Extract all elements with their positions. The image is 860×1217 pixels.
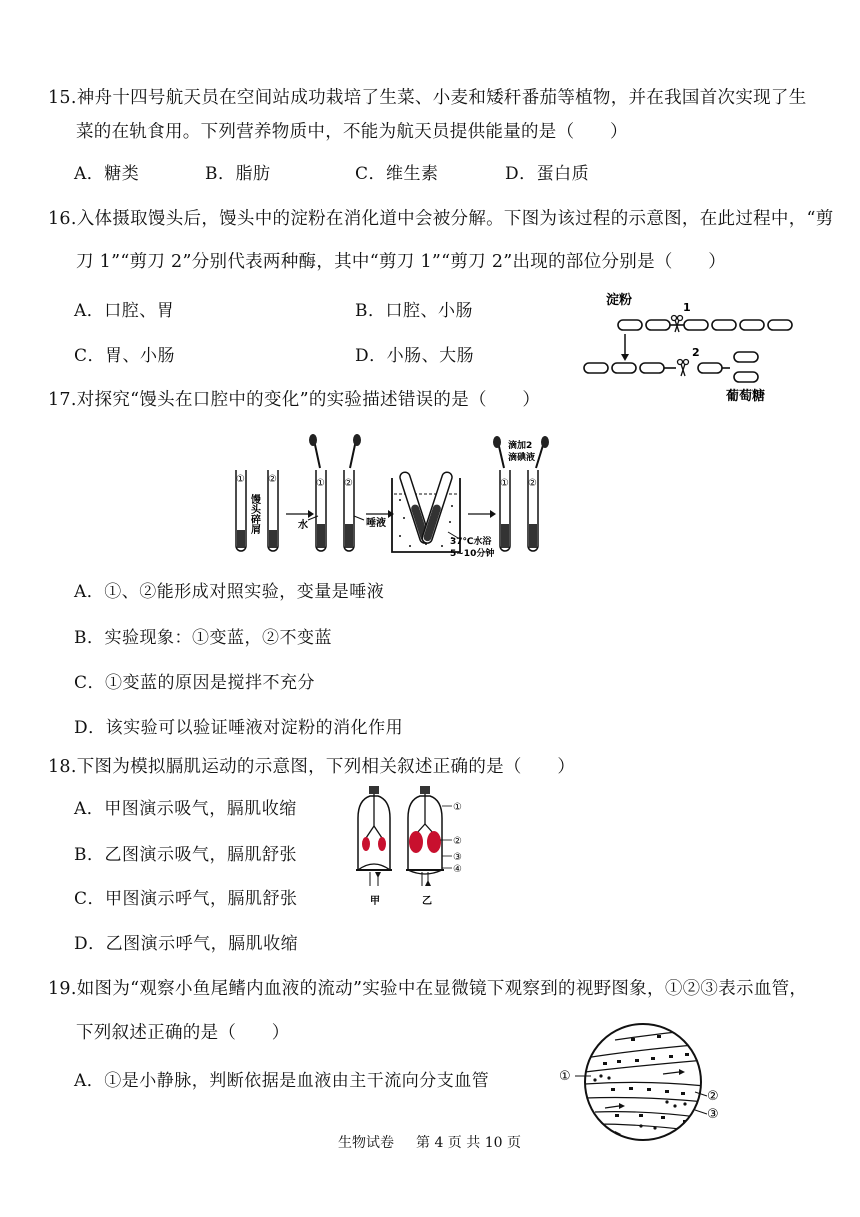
q17-option-b: B．实验现象：①变蓝，②不变蓝: [74, 628, 332, 648]
saliva-experiment-diagram: [228, 434, 558, 564]
q18-stem-line1: 18.下图为模拟膈肌运动的示意图，下列相关叙述正确的是（ ）: [48, 757, 576, 777]
q15-option-c: C．维生素: [355, 164, 439, 184]
tube-1-label-c: ①: [500, 478, 509, 489]
q18-option-c: C．甲图演示呼气，膈肌舒张: [74, 889, 298, 909]
footer-page-number: 第 4 页 共 10 页: [416, 1135, 521, 1151]
part-4-label: ④: [453, 864, 462, 875]
q17-stem-line1: 17.对探究“馒头在口腔中的变化”的实验描述错误的是（ ）: [48, 390, 541, 410]
yi-label: 乙: [422, 896, 432, 907]
q16-stem-line2: 刀 1”“剪刀 2”分别代表两种酶，其中“剪刀 1”“剪刀 2”出现的部位分别是（ ）: [76, 252, 727, 272]
footer-subject: 生物试卷: [338, 1135, 394, 1151]
q15-stem-line1: 15.神舟十四号航天员在空间站成功栽培了生菜、小麦和矮秆番茄等植物，并在我国首次实现了生: [48, 88, 807, 108]
scissors-1-icon: [672, 316, 683, 333]
tube-1-label-b: ①: [316, 478, 325, 489]
q16-option-a: A．口腔、胃: [74, 301, 175, 321]
q15-stem-line2: 菜的在轨食用。下列营养物质中，不能为航天员提供能量的是（ ）: [76, 122, 628, 142]
bell-jar-jia: [356, 786, 392, 886]
tube-2-label-c: ②: [528, 478, 537, 489]
q16-option-c: C．胃、小肠: [74, 346, 176, 366]
tube-1-label: ①: [236, 474, 245, 485]
scissors-2-icon: [678, 360, 689, 377]
q19-stem-line2: 下列叙述正确的是（ ）: [76, 1023, 290, 1043]
water-label: 水: [298, 520, 308, 531]
iodine-label-2: 滴碘液: [508, 453, 536, 463]
part-1-label: ①: [453, 802, 462, 813]
q19-stem-line1: 19.如图为“观察小鱼尾鳍内血液的流动”实验中在显微镜下观察到的视野图象，①②③表示血管，: [48, 979, 808, 999]
mantou-label: 馒头碎屑: [248, 494, 260, 534]
q15-option-a: A．糖类: [74, 164, 140, 184]
q15-option-b: B．脂肪: [205, 164, 271, 184]
q16-option-d: D．小肠、大肠: [355, 346, 475, 366]
q18-option-b: B．乙图演示吸气，膈肌舒张: [74, 845, 297, 865]
water-bath-label: 37℃水浴: [450, 537, 492, 547]
tube-2-label-b: ②: [344, 478, 353, 489]
fish-tail-microscope-diagram: [555, 1010, 725, 1148]
q18-option-a: A．甲图演示吸气，膈肌收缩: [74, 799, 297, 819]
vessel-1-label: ①: [559, 1069, 571, 1084]
q18-option-d: D．乙图演示呼气，膈肌收缩: [74, 934, 299, 954]
q17-option-c: C．①变蓝的原因是搅拌不充分: [74, 673, 316, 693]
bell-jar-yi: [406, 786, 444, 886]
jia-label: 甲: [370, 896, 380, 907]
glucose-label: 葡萄糖: [726, 389, 766, 404]
water-bath-time-label: 5~10分钟: [450, 549, 495, 559]
q16-option-b: B．口腔、小肠: [355, 301, 473, 321]
q19-option-a: A．①是小静脉，判断依据是血液由主干流向分支血管: [74, 1071, 490, 1091]
part-2-label: ②: [453, 836, 462, 847]
vessel-2-label: ②: [707, 1089, 719, 1104]
diaphragm-model-diagram: [352, 784, 472, 914]
scissor-2-label: 2: [692, 346, 700, 359]
tube-2-label: ②: [268, 474, 277, 485]
q17-option-d: D．该实验可以验证唾液对淀粉的消化作用: [74, 718, 404, 738]
vessel-3-label: ③: [707, 1107, 719, 1122]
iodine-label: 滴加2: [508, 441, 533, 451]
starch-label: 淀粉: [606, 293, 633, 308]
part-3-label: ③: [453, 852, 462, 863]
q17-option-a: A．①、②能形成对照实验，变量是唾液: [74, 582, 385, 602]
scissor-1-label: 1: [683, 301, 691, 314]
q15-option-d: D．蛋白质: [505, 164, 590, 184]
saliva-label: 唾液: [366, 518, 386, 529]
starch-digestion-diagram: [580, 288, 810, 406]
q16-stem-line1: 16.入体摄取馒头后，馒头中的淀粉在消化道中会被分解。下图为该过程的示意图，在此过程中，“剪: [48, 209, 834, 229]
